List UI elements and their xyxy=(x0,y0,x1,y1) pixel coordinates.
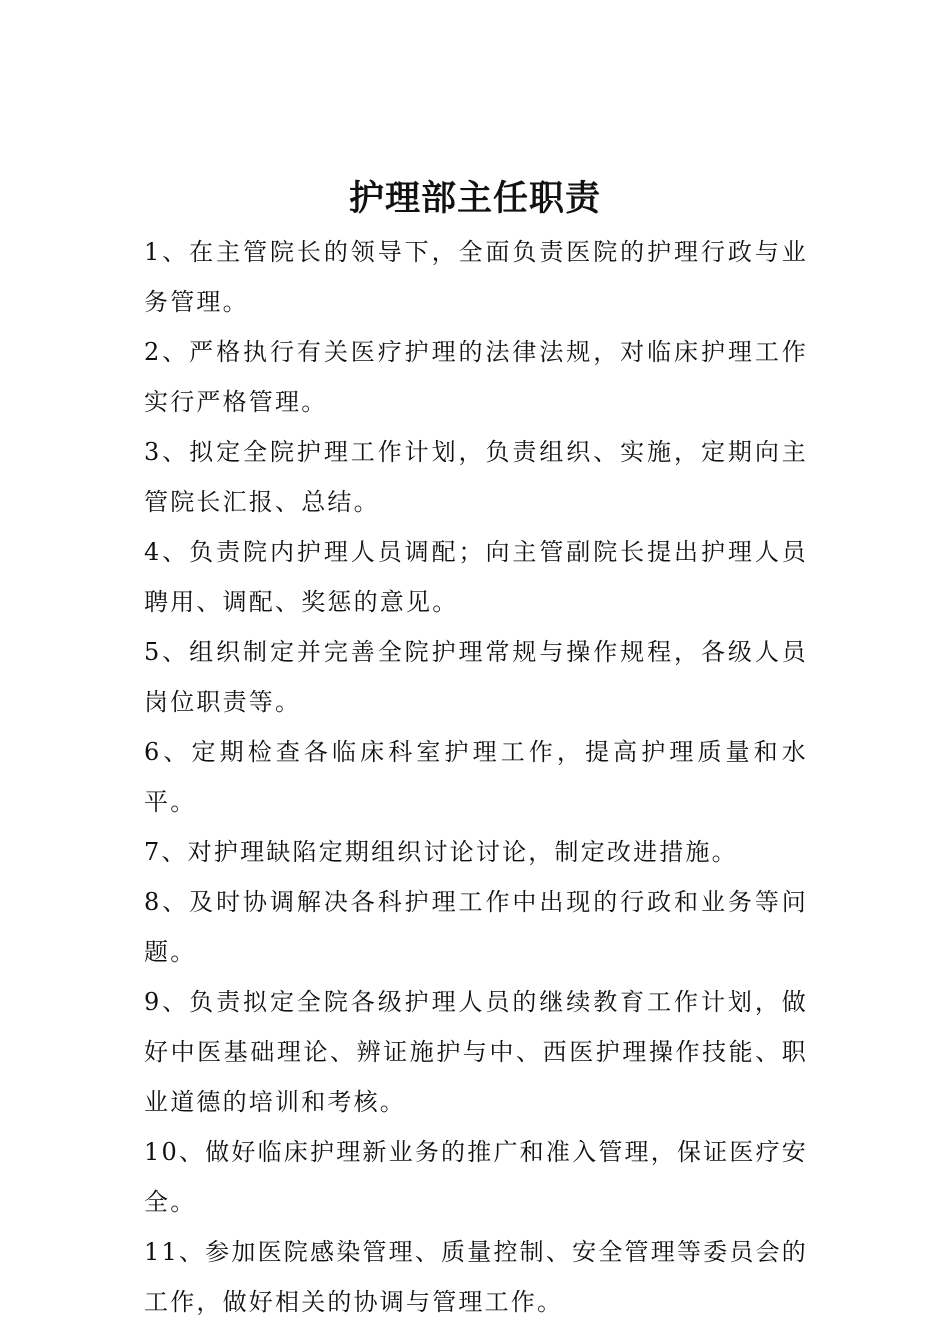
duty-item-5: 5、组织制定并完善全院护理常规与操作规程，各级人员岗位职责等。 xyxy=(144,638,808,716)
duty-item-1: 1、在主管院长的领导下，全面负责医院的护理行政与业务管理。 xyxy=(144,238,808,316)
document-title: 护理部主任职责 xyxy=(348,178,601,219)
duty-item-10: 10、做好临床护理新业务的推广和准入管理，保证医疗安全。 xyxy=(144,1138,808,1216)
duty-item-2: 2、严格执行有关医疗护理的法律法规，对临床护理工作实行严格管理。 xyxy=(144,338,808,416)
duty-item-8: 8、及时协调解决各科护理工作中出现的行政和业务等问题。 xyxy=(144,888,808,966)
duty-item-9: 9、负责拟定全院各级护理人员的继续教育工作计划，做好中医基础理论、辨证施护与中、西医护理操作技能、职业道德的培训和考核。 xyxy=(144,988,808,1116)
duty-item-3: 3、拟定全院护理工作计划，负责组织、实施，定期向主管院长汇报、总结。 xyxy=(144,438,808,516)
duty-list xyxy=(144,227,808,1327)
duty-item-4: 4、负责院内护理人员调配；向主管副院长提出护理人员聘用、调配、奖惩的意见。 xyxy=(144,538,808,616)
duty-item-6: 6、定期检查各临床科室护理工作，提高护理质量和水平。 xyxy=(144,738,808,816)
duty-item-11: 11、参加医院感染管理、质量控制、安全管理等委员会的工作，做好相关的协调与管理工作。 xyxy=(144,1238,808,1316)
duty-item-7: 7、对护理缺陷定期组织讨论讨论，制定改进措施。 xyxy=(144,838,738,866)
